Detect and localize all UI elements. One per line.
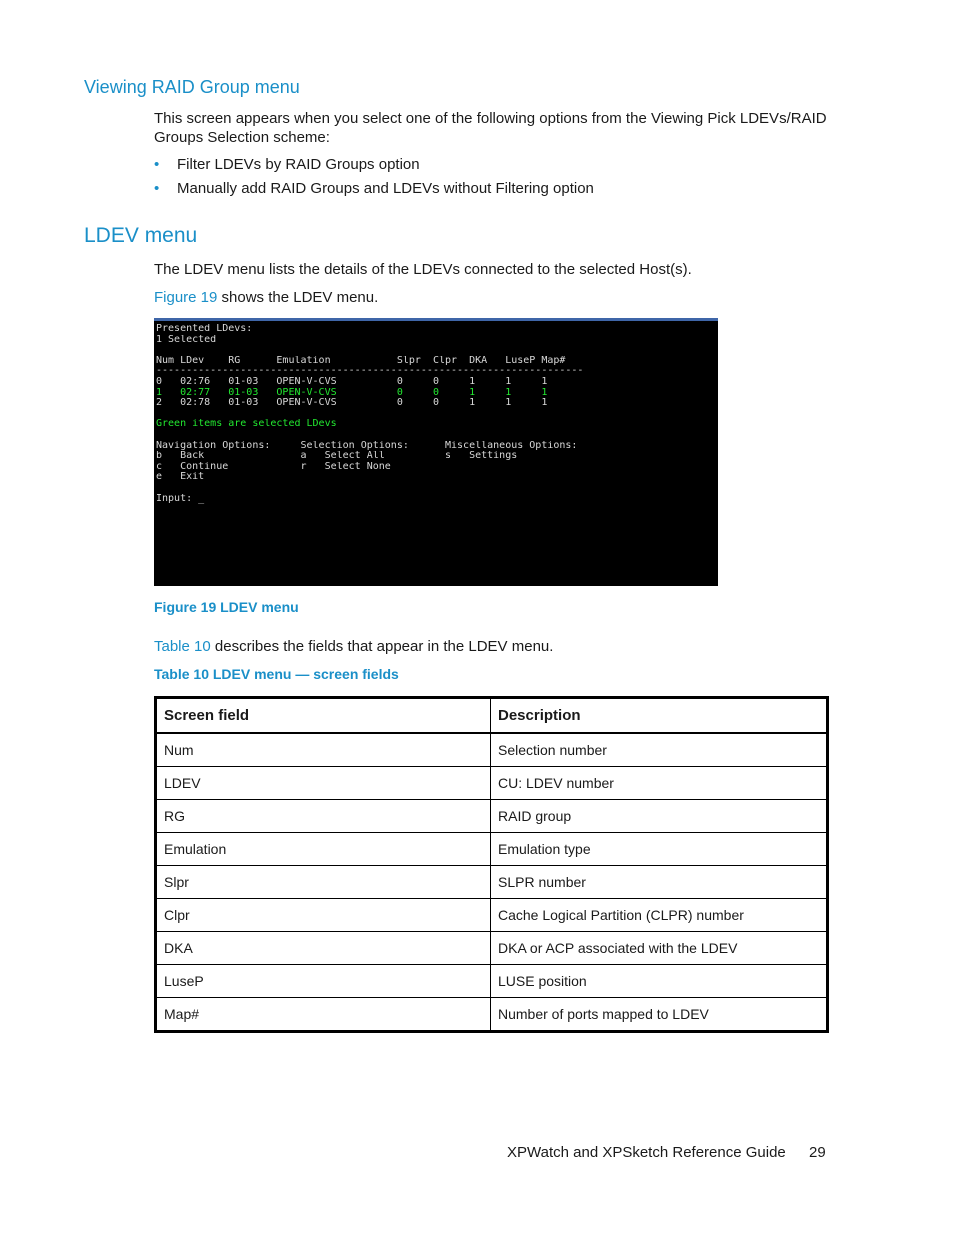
bullet-item: • Filter LDEVs by RAID Groups option	[154, 155, 594, 179]
screen-fields-table	[154, 696, 829, 1033]
table-10-link[interactable]: Table 10	[154, 638, 211, 655]
table-row	[156, 998, 828, 1032]
table-row	[156, 899, 828, 932]
footer-page-number: 29	[809, 1144, 826, 1161]
cell-screen-field: Num	[156, 733, 491, 767]
cell-screen-field: LuseP	[156, 965, 491, 998]
terminal-line: 2 02:78 01-03 OPEN-V-CVS 0 0 1 1 1	[156, 398, 548, 409]
cell-description: RAID group	[491, 800, 828, 833]
table-row	[156, 767, 828, 800]
cell-screen-field: Clpr	[156, 899, 491, 932]
terminal-line: 1 Selected	[156, 334, 217, 345]
terminal-line: Input: _	[156, 493, 205, 504]
table-row	[156, 733, 828, 767]
table-row	[156, 965, 828, 998]
terminal-line: Presented LDevs:	[156, 324, 253, 334]
terminal-line: b Back a Select All s Settings	[156, 451, 518, 462]
figure-reference	[154, 288, 378, 307]
table-header-row	[156, 698, 828, 734]
section1-intro: This screen appears when you select one of the following options from the Viewing Pick LDEVs/RAID Groups Selection scheme:	[154, 110, 827, 146]
terminal-line: e Exit	[156, 472, 205, 483]
terminal-line: c Continue r Select None	[156, 461, 391, 472]
table-reference-text: describes the fields that appear in the LDEV menu.	[210, 638, 554, 655]
terminal-line	[156, 409, 718, 420]
cell-screen-field: RG	[156, 800, 491, 833]
cell-screen-field: Slpr	[156, 866, 491, 899]
section-heading-viewing-raid-group-menu: Viewing RAID Group menu	[84, 77, 300, 97]
cell-screen-field: LDEV	[156, 767, 491, 800]
section-heading-ldev-menu: LDEV menu	[84, 224, 198, 247]
cell-description: CU: LDEV number	[491, 767, 828, 800]
terminal-line: Num LDev RG Emulation Slpr Clpr DKA LuseP Map#	[156, 355, 566, 366]
terminal-line	[156, 483, 718, 494]
header-description: Description	[491, 698, 828, 734]
cell-description: LUSE position	[491, 965, 828, 998]
figure-caption: Figure 19 LDEV menu	[154, 599, 299, 615]
figure-19-link[interactable]: Figure 19	[154, 289, 218, 306]
terminal-line: Navigation Options: Selection Options: Miscellaneous Options:	[156, 440, 578, 451]
terminal-line: -----------------------------------------------------------------------	[156, 366, 584, 377]
cell-description: DKA or ACP associated with the LDEV	[491, 932, 828, 965]
ldev-menu-terminal-screenshot	[154, 318, 718, 586]
terminal-line: Green items are selected LDevs	[156, 419, 337, 430]
cell-description: Selection number	[491, 733, 828, 767]
cell-screen-field: Map#	[156, 998, 491, 1032]
bullet-item: • Manually add RAID Groups and LDEVs without Filtering option	[154, 179, 594, 203]
terminal-line	[156, 430, 718, 441]
bullet-list	[154, 155, 594, 203]
figure-reference-text: shows the LDEV menu.	[217, 289, 379, 306]
terminal-line: 1 02:77 01-03 OPEN-V-CVS 0 0 1 1 1	[156, 387, 548, 398]
cell-description: SLPR number	[491, 866, 828, 899]
terminal-line: 0 02:76 01-03 OPEN-V-CVS 0 0 1 1 1	[156, 376, 548, 387]
cell-screen-field: Emulation	[156, 833, 491, 866]
cell-description: Emulation type	[491, 833, 828, 866]
cell-screen-field: DKA	[156, 932, 491, 965]
table-row	[156, 866, 828, 899]
table-row	[156, 932, 828, 965]
cell-description: Cache Logical Partition (CLPR) number	[491, 899, 828, 932]
table-caption: Table 10 LDEV menu — screen fields	[154, 666, 399, 682]
table-row	[156, 800, 828, 833]
table-row	[156, 833, 828, 866]
table-reference	[154, 637, 553, 656]
header-screen-field: Screen field	[156, 698, 491, 734]
terminal-line	[156, 345, 718, 356]
section2-intro: The LDEV menu lists the details of the LDEVs connected to the selected Host(s).	[154, 261, 692, 278]
footer-guide-title: XPWatch and XPSketch Reference Guide	[507, 1144, 786, 1161]
cell-description: Number of ports mapped to LDEV	[491, 998, 828, 1032]
